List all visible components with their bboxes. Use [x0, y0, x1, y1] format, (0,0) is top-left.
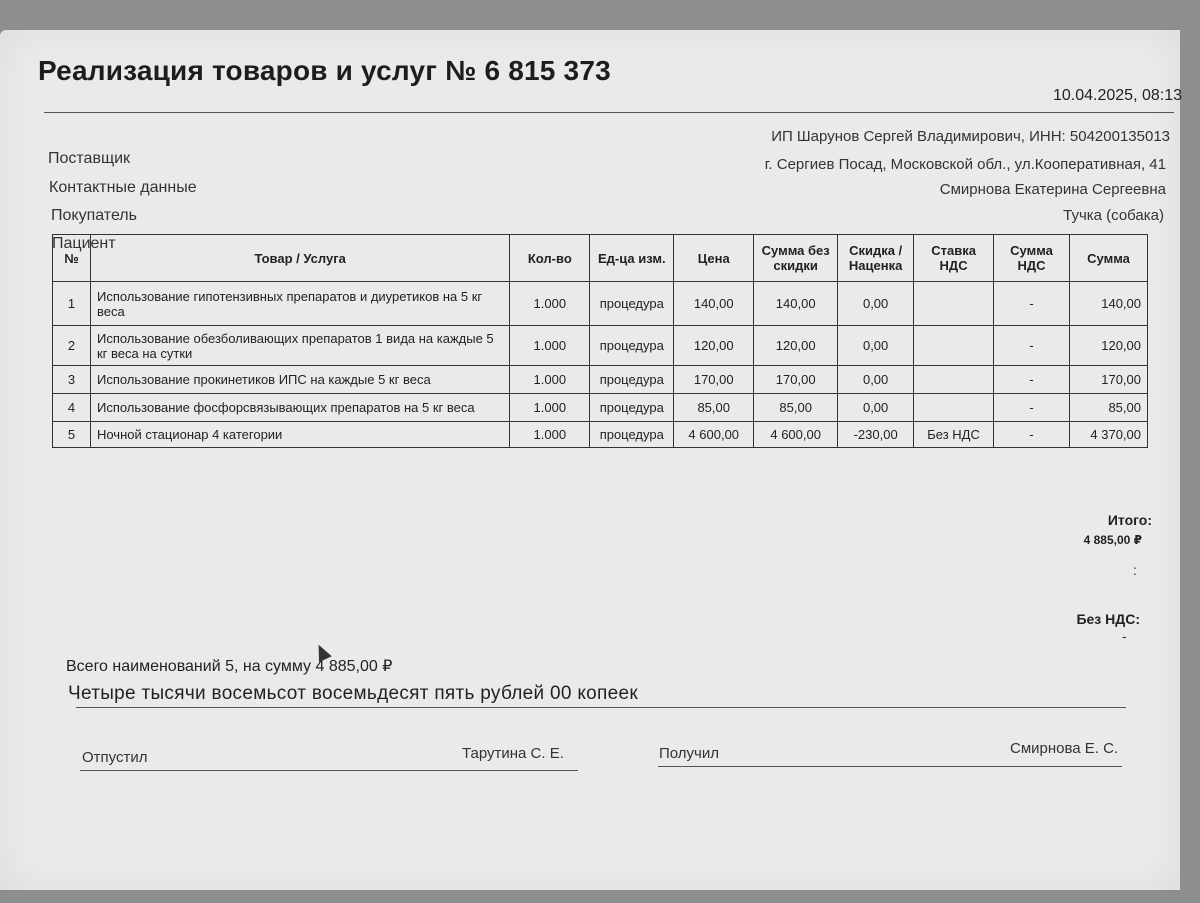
col-header-item: Товар / Услуга	[90, 235, 509, 282]
cell-unit: процедура	[590, 326, 674, 366]
released-name: Тарутина С. Е.	[462, 745, 564, 762]
table-header-row	[53, 235, 1148, 282]
received-signature-line	[658, 766, 1122, 767]
cell-unit: процедура	[590, 366, 674, 394]
buyer-value: Смирнова Екатерина Сергеевна	[939, 181, 1166, 198]
cell-vat-rate: Без НДС	[914, 422, 994, 448]
cell-vat-rate	[914, 282, 994, 326]
cell-sum-no-discount: 120,00	[754, 326, 838, 366]
title-divider	[44, 112, 1174, 113]
cell-sum: 4 370,00	[1070, 422, 1148, 448]
cell-number: 3	[53, 366, 91, 394]
cell-price: 120,00	[674, 326, 754, 366]
goods-table	[52, 234, 1148, 448]
released-label: Отпустил	[82, 749, 148, 766]
table-row	[53, 394, 1148, 422]
cell-discount: 0,00	[838, 282, 914, 326]
contacts-label: Контактные данные	[49, 179, 197, 196]
cell-number: 2	[53, 326, 91, 366]
col-header-sum-no-discount: Сумма без скидки	[754, 235, 838, 282]
col-header-unit: Ед-ца изм.	[590, 235, 674, 282]
cell-sum-no-discount: 85,00	[754, 394, 838, 422]
cell-unit: процедура	[590, 422, 674, 448]
cell-vat-rate	[914, 326, 994, 366]
cell-sum-no-discount: 140,00	[754, 282, 838, 326]
col-header-number: №	[53, 235, 91, 282]
cell-sum: 85,00	[1070, 394, 1148, 422]
cell-vat-sum: -	[994, 366, 1070, 394]
cell-item: Использование гипотензивных препаратов и диуретиков на 5 кг веса	[90, 282, 509, 326]
cell-discount: -230,00	[838, 422, 914, 448]
released-signature-line	[80, 770, 578, 771]
cell-number: 5	[53, 422, 91, 448]
cell-qty: 1.000	[510, 326, 590, 366]
patient-label: Пациент	[52, 235, 116, 252]
cell-sum-no-discount: 4 600,00	[754, 422, 838, 448]
table-row	[53, 422, 1148, 448]
col-header-vat-sum: Сумма НДС	[994, 235, 1070, 282]
supplier-label: Поставщик	[48, 150, 131, 167]
no-vat-value: -	[1122, 628, 1127, 644]
col-header-price: Цена	[674, 235, 754, 282]
cell-unit: процедура	[590, 394, 674, 422]
cell-number: 4	[53, 394, 91, 422]
cell-discount: 0,00	[838, 366, 914, 394]
table-row	[53, 366, 1148, 394]
cell-item: Использование обезболивающих препаратов 1 вида на каждые 5 кг веса на сутки	[90, 326, 509, 366]
cell-price: 4 600,00	[674, 422, 754, 448]
col-header-sum: Сумма	[1070, 235, 1148, 282]
received-label: Получил	[659, 745, 719, 762]
col-header-vat-rate: Ставка НДС	[914, 235, 994, 282]
cell-vat-rate	[914, 394, 994, 422]
cell-discount: 0,00	[838, 326, 914, 366]
col-header-qty: Кол-во	[510, 235, 590, 282]
cell-discount: 0,00	[838, 394, 914, 422]
cell-sum: 140,00	[1070, 282, 1148, 326]
cell-price: 170,00	[674, 366, 754, 394]
document-datetime: 10.04.2025, 08:13	[1052, 87, 1182, 104]
cell-vat-sum: -	[994, 282, 1070, 326]
cell-vat-sum: -	[994, 394, 1070, 422]
cell-number: 1	[53, 282, 91, 326]
supplier-value: ИП Шарунов Сергей Владимирович, ИНН: 504200135013	[771, 128, 1170, 145]
cell-qty: 1.000	[510, 422, 590, 448]
amount-in-words: Четыре тысячи восемьсот восемьдесят пять рублей 00 копеек	[68, 683, 638, 704]
cell-qty: 1.000	[510, 366, 590, 394]
cell-sum-no-discount: 170,00	[754, 366, 838, 394]
cell-sum: 170,00	[1070, 366, 1148, 394]
cell-vat-sum: -	[994, 326, 1070, 366]
cell-sum: 120,00	[1070, 326, 1148, 366]
total-label: Итого:	[1107, 512, 1152, 528]
total-value: 4 885,00 ₽	[1083, 533, 1142, 547]
patient-value: Тучка (собака)	[1063, 207, 1164, 224]
no-vat-label: Без НДС:	[1076, 611, 1140, 627]
cell-price: 140,00	[674, 282, 754, 326]
colon-mark: :	[1133, 562, 1137, 578]
cell-item: Использование фосфорсвязывающих препаратов на 5 кг веса	[90, 394, 509, 422]
contacts-value: г. Сергиев Посад, Московской обл., ул.Кооперативная, 41	[764, 156, 1166, 173]
cell-qty: 1.000	[510, 394, 590, 422]
cell-vat-rate	[914, 366, 994, 394]
items-count-line: Всего наименований 5, на сумму 4 885,00 ₽	[66, 658, 393, 675]
words-underline	[76, 707, 1126, 708]
cell-qty: 1.000	[510, 282, 590, 326]
cell-item: Ночной стационар 4 категории	[90, 422, 509, 448]
document-title: Реализация товаров и услуг № 6 815 373	[38, 55, 611, 86]
buyer-label: Покупатель	[51, 207, 137, 224]
received-name: Смирнова Е. С.	[1010, 740, 1119, 757]
cell-price: 85,00	[674, 394, 754, 422]
cell-item: Использование прокинетиков ИПС на каждые 5 кг веса	[90, 366, 509, 394]
cell-vat-sum: -	[994, 422, 1070, 448]
table-row	[53, 326, 1148, 366]
table-row	[53, 282, 1148, 326]
cell-unit: процедура	[590, 282, 674, 326]
col-header-discount: Скидка / Наценка	[838, 235, 914, 282]
